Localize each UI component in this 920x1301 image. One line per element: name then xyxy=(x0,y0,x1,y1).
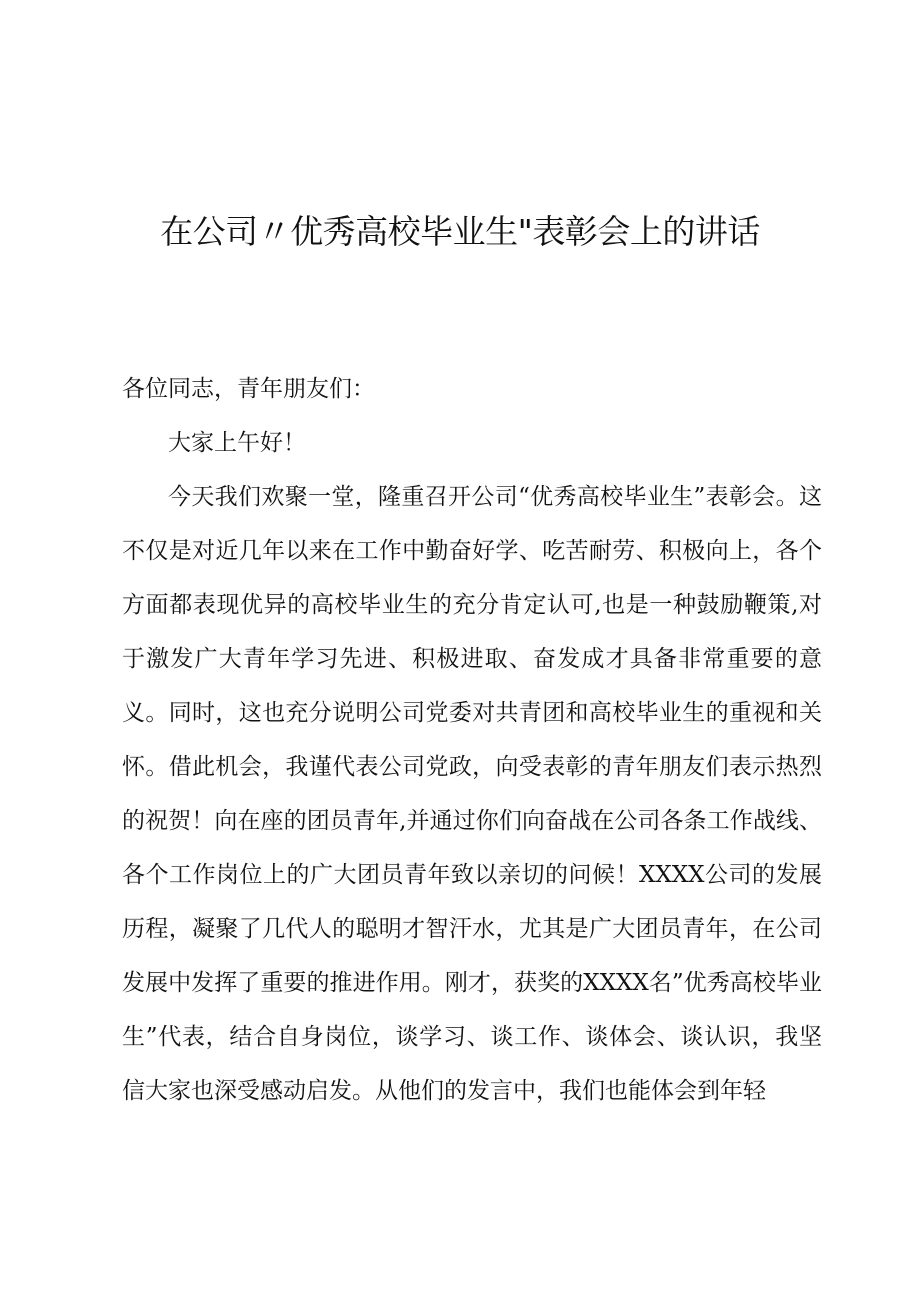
document-body xyxy=(122,362,822,1118)
document-title: 在公司〃优秀高校毕业生"表彰会上的讲话 xyxy=(160,212,760,251)
paragraph-1: 今天我们欢聚一堂，隆重召开公司“优秀高校毕业生”表彰会。这不仅是对近几年以来在工作中勤奋好学、吃苦耐劳、积极向上，各个方面都表现优异的高校毕业生的充分肯定认可,也是一种鼓励鞭策,对于激发广大青年学习先进、积极进取、奋发成才具备非常重要的意义。同时，这也充分说明公司党委对共青团和高校毕业生的重视和关怀。借此机会，我谨代表公司党政，向受表彰的青年朋友们表示热烈的祝贺！向在座的团员青年,并通过你们向奋战在公司各条工作战线、各个工作岗位上的广大团员青年致以亲切的问候！XXXX公司的发展历程，凝聚了几代人的聪明才智汗水，尤其是广大团员青年，在公司发展中发挥了重要的推进作用。刚才，获奖的XXXX名”优秀高校毕业生”代表，结合自身岗位，谈学习、谈工作、谈体会、谈认识，我坚信大家也深受感动启发。从他们的发言中，我们也能体会到年轻 xyxy=(122,484,822,1104)
greeting: 大家上午好！ xyxy=(168,430,306,456)
salutation: 各位同志，青年朋友们： xyxy=(122,376,375,402)
